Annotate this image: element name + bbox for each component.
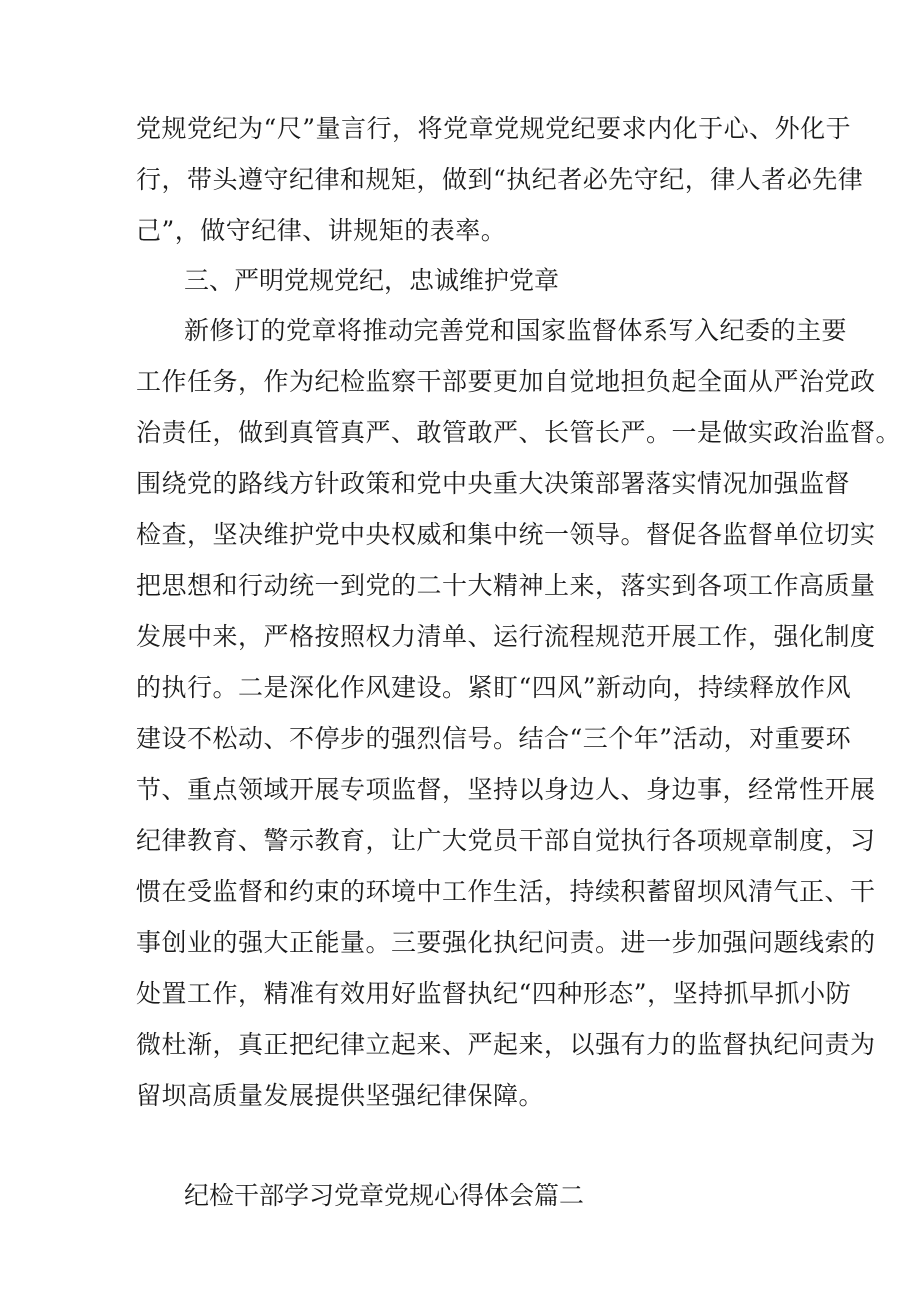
paragraph-line-3: 治责任，做到真管真严、敢管敢严、长管长严。一是做实政治监督。 xyxy=(136,418,902,447)
paragraph-line-16: 留坝高质量发展提供坚强纪律保障。 xyxy=(136,1081,545,1110)
section-heading: 三、严明党规党纪，忠诚维护党章 xyxy=(184,266,560,295)
continuation-line-2: 行，带头遵守纪律和规矩，做到“执纪者必先守纪，律人者必先律 xyxy=(136,165,864,194)
next-article-title: 纪检干部学习党章党规心得体会篇二 xyxy=(184,1181,585,1210)
paragraph-line-13: 事创业的强大正能量。三要强化执纪问责。进一步加强问题线索的 xyxy=(136,928,876,957)
paragraph-line-14: 处置工作，精准有效用好监督执纪“四种形态”，坚持抓早抓小防 xyxy=(136,979,852,1008)
paragraph-line-6: 把思想和行动统一到党的二十大精神上来，落实到各项工作高质量 xyxy=(136,571,876,600)
paragraph-line-10: 节、重点领域开展专项监督，坚持以身边人、身边事，经常性开展 xyxy=(136,775,876,804)
continuation-line-3: 己”，做守纪律、讲规矩的表率。 xyxy=(136,216,507,245)
paragraph-line-11: 纪律教育、警示教育，让广大党员干部自觉执行各项规章制度，习 xyxy=(136,826,876,855)
paragraph-line-8: 的执行。二是深化作风建设。紧盯“四风”新动向，持续释放作风 xyxy=(136,673,852,702)
paragraph-line-9: 建设不松动、不停步的强烈信号。结合“三个年”活动，对重要环 xyxy=(136,724,852,753)
paragraph-line-12: 惯在受监督和约束的环境中工作生活，持续积蓄留坝风清气正、干 xyxy=(136,877,876,906)
paragraph-line-7: 发展中来，严格按照权力清单、运行流程规范开展工作，强化制度 xyxy=(136,622,876,651)
paragraph-line-5: 检查，坚决维护党中央权威和集中统一领导。督促各监督单位切实 xyxy=(136,520,876,549)
paragraph-line-2: 工作任务，作为纪检监察干部要更加自觉地担负起全面从严治党政 xyxy=(136,367,876,396)
continuation-line-1: 党规党纪为“尺”量言行，将党章党规党纪要求内化于心、外化于 xyxy=(136,114,852,143)
paragraph-line-4: 围绕党的路线方针政策和党中央重大决策部署落实情况加强监督 xyxy=(136,469,851,498)
paragraph-line-1: 新修订的党章将推动完善党和国家监督体系写入纪委的主要 xyxy=(184,316,848,345)
paragraph-line-15: 微杜渐，真正把纪律立起来、严起来，以强有力的监督执纪问责为 xyxy=(136,1030,876,1059)
